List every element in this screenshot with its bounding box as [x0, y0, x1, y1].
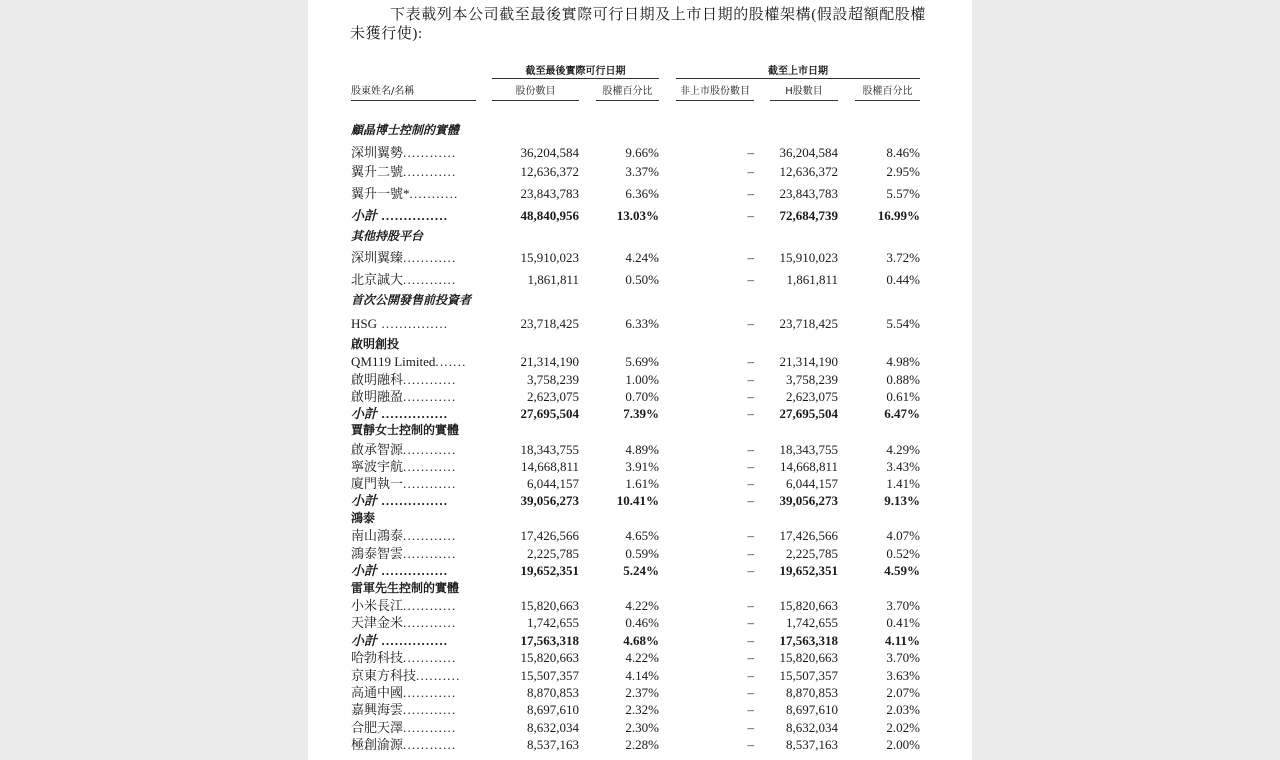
col-header-shares: 股份數目 [492, 82, 579, 101]
shareholder-label: 翼升二號 [351, 164, 404, 179]
shareholder-label: QM119 Limited [351, 354, 436, 369]
col-header-pct: 股權百分比 [596, 82, 659, 101]
subtotal-row [0, 562, 1280, 579]
subtotal-row [0, 405, 1280, 422]
section-heading [0, 228, 1280, 245]
shares-cell: 15,820,663 [520, 598, 579, 613]
table-row [0, 163, 1280, 180]
pct-cell: 4.89% [625, 442, 659, 457]
shareholder-name [351, 441, 456, 458]
leader-dots: ............... [377, 633, 449, 648]
subtotal-row [0, 492, 1280, 509]
h-shares-cell: 12,636,372 [779, 164, 838, 179]
pct-listing-cell: 0.52% [886, 546, 920, 561]
shareholder-name [351, 144, 456, 161]
pct-listing-cell: 3.43% [886, 459, 920, 474]
pct-cell: 9.66% [625, 145, 659, 160]
pct-cell: 4.22% [625, 650, 659, 665]
shareholder-name [351, 527, 456, 544]
section-heading [0, 580, 1280, 597]
pct-cell: 4.68% [623, 633, 659, 648]
pct-cell: 5.24% [623, 563, 659, 578]
h-shares-cell: 23,718,425 [779, 316, 838, 331]
pct-listing-cell: 5.57% [886, 186, 920, 201]
h-shares-cell: 21,314,190 [779, 354, 838, 369]
table-row [0, 719, 1280, 736]
h-shares-cell: 15,507,357 [779, 668, 838, 683]
shareholder-name [351, 163, 456, 180]
h-shares-cell: 8,632,034 [786, 720, 838, 735]
shares-cell: 8,632,034 [527, 720, 579, 735]
unlisted-shares-cell: – [747, 250, 754, 265]
shareholder-name [351, 271, 456, 288]
leader-dots: ............ [403, 598, 457, 613]
shareholder-label: 小計 [351, 208, 378, 223]
unlisted-shares-cell: – [747, 186, 754, 201]
col-header-h-shares: H股數目 [770, 82, 838, 101]
section-label: 賈靜女士控制的實體 [351, 423, 460, 437]
shareholder-name [351, 475, 456, 492]
section-heading [0, 292, 1280, 309]
h-shares-cell: 14,668,811 [779, 459, 838, 474]
shareholder-label: 哈勃科技 [351, 650, 404, 665]
unlisted-shares-cell: – [747, 389, 754, 404]
unlisted-shares-cell: – [747, 459, 754, 474]
intro-line-2: 未獲行使): [350, 26, 423, 42]
pct-cell: 13.03% [616, 208, 659, 223]
section-heading [0, 422, 1280, 439]
unlisted-shares-cell: – [747, 272, 754, 287]
shareholder-name [351, 649, 456, 666]
shares-cell: 3,758,239 [527, 372, 579, 387]
pct-listing-cell: 8.46% [886, 145, 920, 160]
group-header-listing: 截至上市日期 [676, 62, 920, 79]
unlisted-shares-cell: – [747, 737, 754, 752]
leader-dots: ............ [403, 528, 457, 543]
h-shares-cell: 17,563,318 [779, 633, 838, 648]
leader-dots: .......... [416, 668, 461, 683]
pct-cell: 0.59% [625, 546, 659, 561]
table-row [0, 185, 1280, 202]
shareholder-name [351, 353, 467, 370]
table-row [0, 458, 1280, 475]
shareholder-label: 廈門執一 [351, 476, 404, 491]
table-row [0, 649, 1280, 666]
unlisted-shares-cell: – [747, 316, 754, 331]
leader-dots: ............ [403, 702, 457, 717]
shareholder-name [351, 315, 448, 332]
pct-listing-cell: 2.02% [886, 720, 920, 735]
shareholder-label: 合肥天澤 [351, 720, 404, 735]
leader-dots: ............ [403, 389, 457, 404]
pct-cell: 0.70% [625, 389, 659, 404]
h-shares-cell: 72,684,739 [779, 208, 838, 223]
subtotal-row [0, 632, 1280, 649]
h-shares-cell: 6,044,157 [786, 476, 838, 491]
pct-listing-cell: 4.98% [886, 354, 920, 369]
leader-dots: ............ [403, 685, 457, 700]
pct-listing-cell: 5.54% [886, 316, 920, 331]
pct-cell: 6.36% [625, 186, 659, 201]
section-label: 其他持股平台 [351, 229, 424, 243]
pct-listing-cell: 4.07% [886, 528, 920, 543]
pct-cell: 6.33% [625, 316, 659, 331]
unlisted-shares-cell: – [747, 546, 754, 561]
unlisted-shares-cell: – [747, 563, 754, 578]
pct-cell: 7.39% [623, 406, 659, 421]
shareholder-name [351, 458, 456, 475]
unlisted-shares-cell: – [747, 702, 754, 717]
shares-cell: 14,668,811 [520, 459, 579, 474]
unlisted-shares-cell: – [747, 354, 754, 369]
h-shares-cell: 17,426,566 [779, 528, 838, 543]
shares-cell: 15,910,023 [520, 250, 579, 265]
pct-listing-cell: 4.29% [886, 442, 920, 457]
pct-cell: 4.14% [625, 668, 659, 683]
table-row [0, 614, 1280, 631]
table-row [0, 545, 1280, 562]
shareholder-label: 小計 [351, 493, 378, 508]
shareholder-label: 鴻泰智雲 [351, 546, 404, 561]
pct-listing-cell: 2.95% [886, 164, 920, 179]
unlisted-shares-cell: – [747, 145, 754, 160]
table-row [0, 701, 1280, 718]
leader-dots: ............ [403, 164, 457, 179]
pct-cell: 1.00% [625, 372, 659, 387]
table-row [0, 249, 1280, 266]
section-label: 首次公開發售前投資者 [351, 293, 472, 307]
h-shares-cell: 36,204,584 [779, 145, 838, 160]
unlisted-shares-cell: – [747, 633, 754, 648]
shareholder-label: 翼升一號* [351, 186, 410, 201]
pct-listing-cell: 0.88% [886, 372, 920, 387]
section-label: 顧晶博士控制的實體 [351, 123, 460, 137]
table-row [0, 736, 1280, 753]
pct-listing-cell: 3.63% [886, 668, 920, 683]
shareholder-name [351, 719, 456, 736]
leader-dots: ....... [435, 354, 467, 369]
shareholder-label: 小計 [351, 406, 378, 421]
shares-cell: 23,843,783 [520, 186, 579, 201]
pct-listing-cell: 2.00% [886, 737, 920, 752]
shares-cell: 17,426,566 [520, 528, 579, 543]
pct-listing-cell: 0.44% [886, 272, 920, 287]
table-row [0, 371, 1280, 388]
pct-cell: 2.37% [625, 685, 659, 700]
shareholder-name [351, 701, 456, 718]
section-label: 啟明創投 [351, 337, 400, 351]
h-shares-cell: 8,697,610 [786, 702, 838, 717]
shareholder-label: 京東方科技 [351, 668, 417, 683]
shareholder-label: 啟明融盈 [351, 389, 404, 404]
section-label: 雷軍先生控制的實體 [351, 581, 460, 595]
leader-dots: ............... [377, 316, 449, 331]
pct-listing-cell: 1.41% [886, 476, 920, 491]
unlisted-shares-cell: – [747, 720, 754, 735]
h-shares-cell: 27,695,504 [779, 406, 838, 421]
h-shares-cell: 19,652,351 [779, 563, 838, 578]
table-row [0, 527, 1280, 544]
table-row [0, 441, 1280, 458]
unlisted-shares-cell: – [747, 615, 754, 630]
shareholder-name [351, 614, 456, 631]
shareholder-name [351, 597, 456, 614]
h-shares-cell: 15,820,663 [779, 650, 838, 665]
shares-cell: 8,537,163 [527, 737, 579, 752]
shares-cell: 1,861,811 [527, 272, 579, 287]
h-shares-cell: 3,758,239 [786, 372, 838, 387]
pct-listing-cell: 0.61% [886, 389, 920, 404]
group-header-lpd: 截至最後實際可行日期 [492, 62, 659, 79]
shareholder-label: 南山鴻泰 [351, 528, 404, 543]
pct-cell: 0.46% [625, 615, 659, 630]
shareholder-name [351, 388, 456, 405]
shareholder-label: 深圳翼臻 [351, 250, 404, 265]
unlisted-shares-cell: – [747, 528, 754, 543]
pct-cell: 2.32% [625, 702, 659, 717]
shareholder-name [351, 492, 448, 509]
section-heading [0, 336, 1280, 353]
intro-paragraph [350, 6, 950, 44]
subtotal-row [0, 207, 1280, 224]
section-label: 鴻泰 [351, 511, 376, 525]
pct-cell: 2.30% [625, 720, 659, 735]
table-row [0, 353, 1280, 370]
shareholder-label: 高通中國 [351, 685, 404, 700]
shares-cell: 6,044,157 [527, 476, 579, 491]
unlisted-shares-cell: – [747, 598, 754, 613]
unlisted-shares-cell: – [747, 406, 754, 421]
leader-dots: ............ [403, 615, 457, 630]
shareholder-label: 天津金米 [351, 615, 404, 630]
shareholder-label: 北京誠大 [351, 272, 404, 287]
shareholder-label: 深圳翼勢 [351, 145, 404, 160]
shareholder-label: 啟承智源 [351, 442, 404, 457]
h-shares-cell: 1,861,811 [786, 272, 838, 287]
h-shares-cell: 2,623,075 [786, 389, 838, 404]
table-row [0, 388, 1280, 405]
unlisted-shares-cell: – [747, 372, 754, 387]
shareholder-name [351, 632, 448, 649]
shareholder-name [351, 185, 458, 202]
unlisted-shares-cell: – [747, 493, 754, 508]
leader-dots: ............ [403, 737, 457, 752]
h-shares-cell: 23,843,783 [779, 186, 838, 201]
shareholder-label: 小米長江 [351, 598, 404, 613]
shareholder-name [351, 207, 448, 224]
col-header-name: 股東姓名/名稱 [351, 82, 476, 101]
unlisted-shares-cell: – [747, 668, 754, 683]
leader-dots: ............ [403, 250, 457, 265]
leader-dots: ............ [403, 272, 457, 287]
section-heading [0, 510, 1280, 527]
shares-cell: 2,225,785 [527, 546, 579, 561]
shareholder-label: 寧波宇航 [351, 459, 404, 474]
table-row [0, 667, 1280, 684]
unlisted-shares-cell: – [747, 685, 754, 700]
pct-cell: 0.50% [625, 272, 659, 287]
leader-dots: ............ [403, 650, 457, 665]
pct-listing-cell: 6.47% [884, 406, 920, 421]
shareholder-name [351, 562, 448, 579]
unlisted-shares-cell: – [747, 476, 754, 491]
pct-listing-cell: 2.03% [886, 702, 920, 717]
col-header-unlisted: 非上市股份數目 [676, 82, 754, 101]
pct-listing-cell: 3.70% [886, 650, 920, 665]
leader-dots: ............... [377, 406, 449, 421]
pct-cell: 3.37% [625, 164, 659, 179]
shares-cell: 21,314,190 [520, 354, 579, 369]
leader-dots: ............... [377, 208, 449, 223]
shares-cell: 8,697,610 [527, 702, 579, 717]
h-shares-cell: 8,870,853 [786, 685, 838, 700]
pct-cell: 1.61% [625, 476, 659, 491]
leader-dots: ............... [377, 493, 449, 508]
shares-cell: 23,718,425 [520, 316, 579, 331]
shareholder-name [351, 249, 456, 266]
h-shares-cell: 2,225,785 [786, 546, 838, 561]
shareholder-label: HSG [351, 316, 378, 331]
leader-dots: ............ [403, 546, 457, 561]
leader-dots: ............ [403, 720, 457, 735]
pct-listing-cell: 9.13% [884, 493, 920, 508]
h-shares-cell: 8,537,163 [786, 737, 838, 752]
leader-dots: ............ [403, 476, 457, 491]
leader-dots: ............ [403, 442, 457, 457]
table-row [0, 315, 1280, 332]
pct-cell: 4.24% [625, 250, 659, 265]
unlisted-shares-cell: – [747, 164, 754, 179]
shares-cell: 1,742,655 [527, 615, 579, 630]
pct-cell: 5.69% [625, 354, 659, 369]
pct-listing-cell: 16.99% [877, 208, 920, 223]
pct-cell: 10.41% [616, 493, 659, 508]
table-row [0, 475, 1280, 492]
shares-cell: 15,820,663 [520, 650, 579, 665]
table-row [0, 144, 1280, 161]
shareholder-name [351, 545, 456, 562]
shares-cell: 39,056,273 [520, 493, 579, 508]
shares-cell: 12,636,372 [520, 164, 579, 179]
shareholder-name [351, 405, 448, 422]
pct-cell: 3.91% [625, 459, 659, 474]
shareholder-name [351, 667, 461, 684]
shares-cell: 15,507,357 [520, 668, 579, 683]
pct-cell: 4.22% [625, 598, 659, 613]
leader-dots: ............... [377, 563, 449, 578]
shares-cell: 8,870,853 [527, 685, 579, 700]
leader-dots: ........... [409, 186, 459, 201]
h-shares-cell: 1,742,655 [786, 615, 838, 630]
pct-listing-cell: 0.41% [886, 615, 920, 630]
col-header-pct2: 股權百分比 [855, 82, 920, 101]
pct-listing-cell: 3.72% [886, 250, 920, 265]
shareholder-label: 啟明融科 [351, 372, 404, 387]
h-shares-cell: 15,820,663 [779, 598, 838, 613]
shares-cell: 48,840,956 [520, 208, 579, 223]
leader-dots: ............ [403, 459, 457, 474]
pct-cell: 2.28% [625, 737, 659, 752]
unlisted-shares-cell: – [747, 208, 754, 223]
shares-cell: 2,623,075 [527, 389, 579, 404]
pct-listing-cell: 4.59% [884, 563, 920, 578]
pct-listing-cell: 3.70% [886, 598, 920, 613]
shares-cell: 19,652,351 [520, 563, 579, 578]
shares-cell: 36,204,584 [520, 145, 579, 160]
shareholder-name [351, 736, 456, 753]
unlisted-shares-cell: – [747, 650, 754, 665]
leader-dots: ............ [403, 372, 457, 387]
table-row [0, 597, 1280, 614]
h-shares-cell: 18,343,755 [779, 442, 838, 457]
shares-cell: 17,563,318 [520, 633, 579, 648]
unlisted-shares-cell: – [747, 442, 754, 457]
pct-cell: 4.65% [625, 528, 659, 543]
leader-dots: ............ [403, 145, 457, 160]
shareholder-name [351, 684, 456, 701]
shares-cell: 18,343,755 [520, 442, 579, 457]
shares-cell: 27,695,504 [520, 406, 579, 421]
pct-listing-cell: 2.07% [886, 685, 920, 700]
shareholder-label: 嘉興海雲 [351, 702, 404, 717]
shareholder-name [351, 371, 456, 388]
shareholder-label: 小計 [351, 633, 378, 648]
shareholder-label: 極創渝源 [351, 737, 404, 752]
h-shares-cell: 15,910,023 [779, 250, 838, 265]
section-heading [0, 122, 1280, 139]
pct-listing-cell: 4.11% [884, 633, 920, 648]
table-row [0, 684, 1280, 701]
intro-line-1: 下表載列本公司截至最後實際可行日期及上市日期的股權架構(假設超額配股權 [390, 7, 926, 23]
shareholder-label: 小計 [351, 563, 378, 578]
table-row [0, 271, 1280, 288]
h-shares-cell: 39,056,273 [779, 493, 838, 508]
